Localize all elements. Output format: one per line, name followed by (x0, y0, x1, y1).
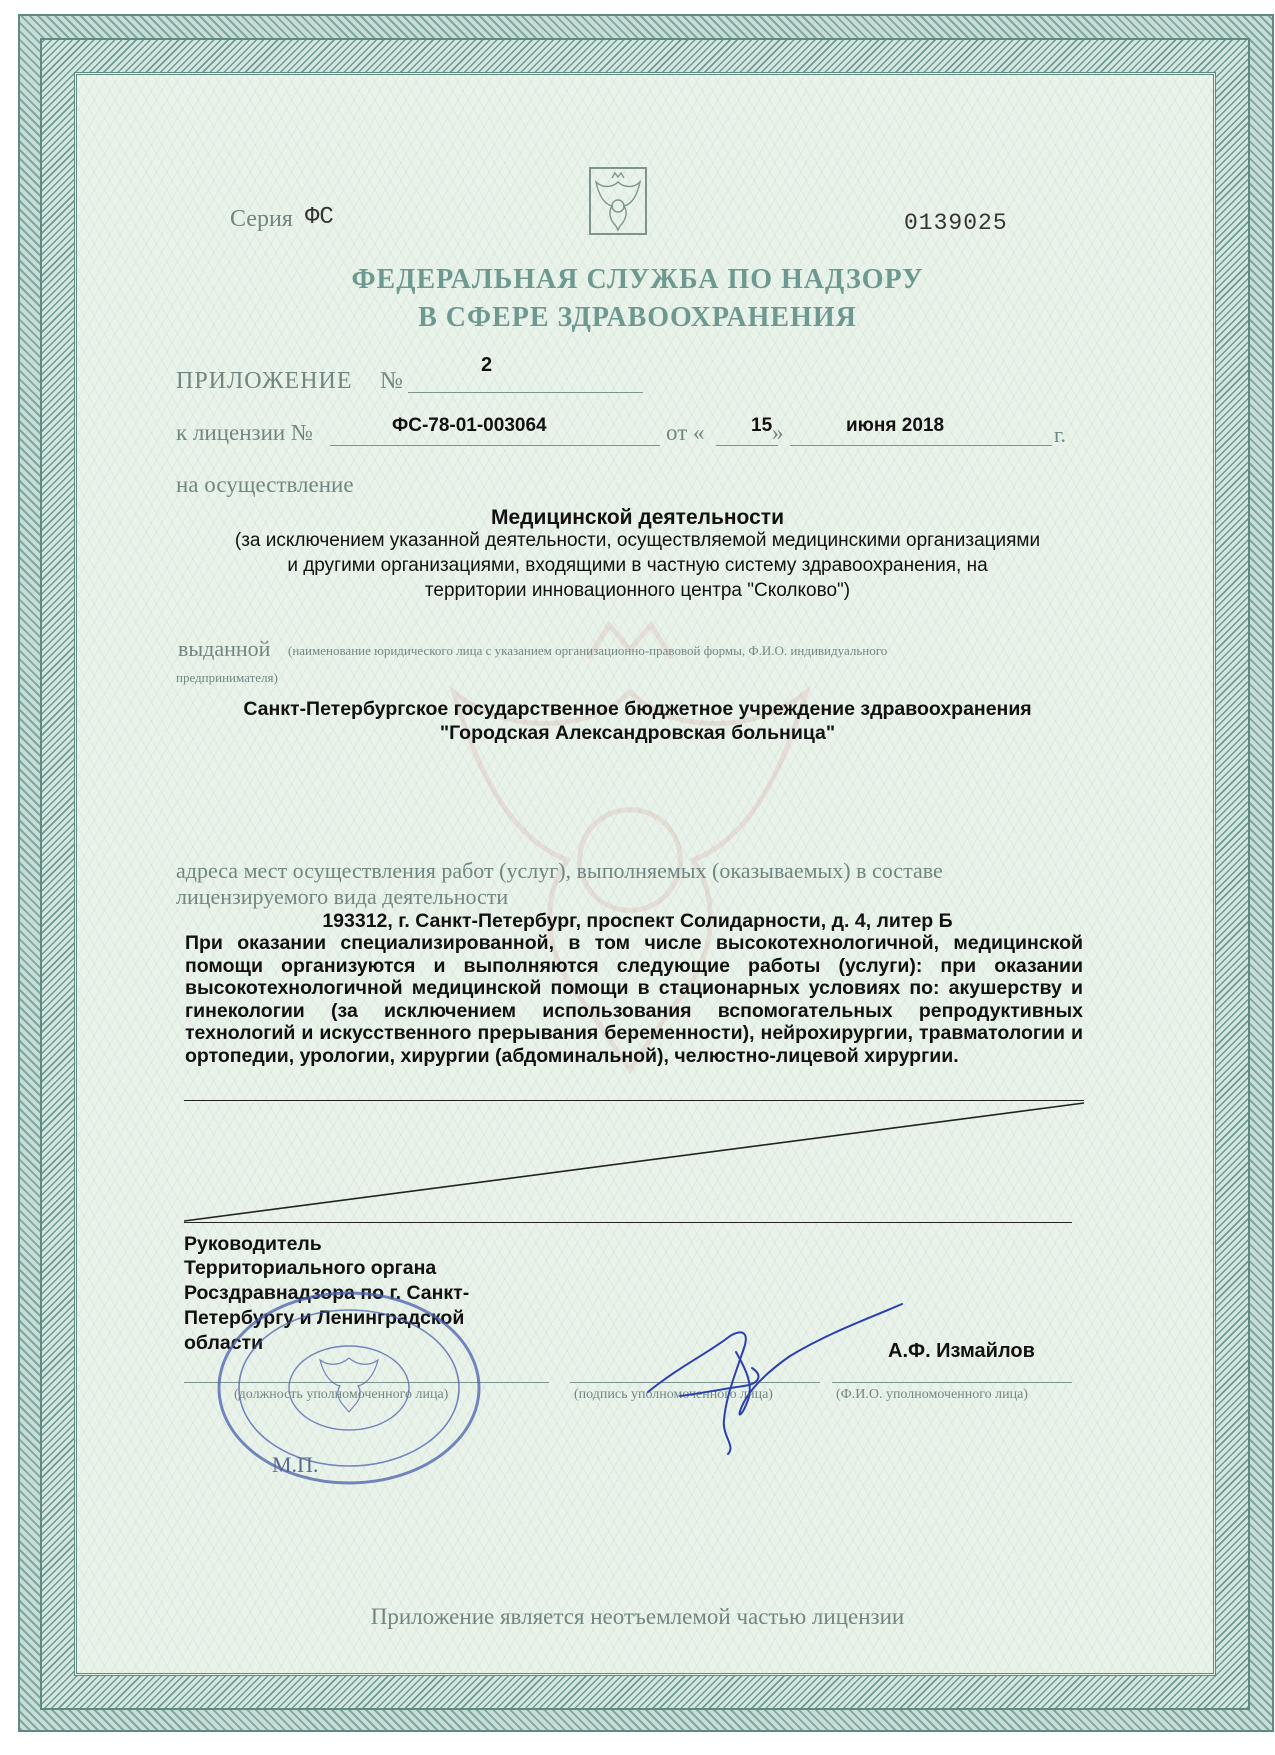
license-day: 15 (751, 415, 773, 436)
activity-detail-line1: (за исключением указанной деятельности, осуществляемой медицинскими организациями (234, 530, 1041, 551)
activity-label: на осуществление (176, 472, 354, 497)
stamp-label: М.П. (272, 1452, 319, 1477)
appendix-label: ПРИЛОЖЕНИЕ (176, 368, 353, 394)
blank-space-bottom-line (184, 1222, 1072, 1223)
coat-of-arms-icon (588, 166, 648, 236)
address-value: 193312, г. Санкт-Петербург, проспект Солидарности, д. 4, литер Б (322, 910, 953, 932)
series-value: ФС (305, 204, 334, 231)
signer-position-line2: Территориального органа (184, 1257, 437, 1279)
signer-position-line3: Росздравнадзора по г. Санкт- (184, 1282, 470, 1304)
issued-note-line1: (наименование юридического лица с указанием организационно-правовой формы, Ф.И.О. индивидуального (288, 643, 888, 658)
agency-title-line2: В СФЕРЕ ЗДРАВООХРАНЕНИЯ (418, 302, 857, 333)
position-note: (должность уполномоченного лица) (234, 1387, 449, 1402)
address-label-line2: лицензируемого вида деятельности (176, 884, 509, 909)
activity-detail-line2: и другими организациями, входящими в частную систему здравоохранения, на (287, 555, 988, 576)
issued-note-line2: предпринимателя) (176, 670, 278, 685)
activity-title: Медицинской деятельности (491, 506, 784, 529)
blank-number: 0139025 (904, 210, 1008, 236)
license-number-underline (330, 445, 660, 446)
license-from-label: от « (666, 420, 705, 445)
signer-name: А.Ф. Измайлов (888, 1340, 1035, 1362)
appendix-number: 2 (481, 354, 493, 376)
blank-space-strike-line (184, 1100, 1084, 1222)
footer-note: Приложение является неотъемлемой частью лицензии (370, 1604, 905, 1629)
license-day-close: » (772, 420, 784, 445)
services-text: При оказании специализированной, в том числе высокотехнологичной, медицинской помощи организуются и выполняются следующие работы (услуги): при оказании высокотехнологичной медицинской помощи в стационарных условиях по: акушерству и гинекологии (за исключением использования вспомогательных репродуктивных технологий и искусственного прерывания беременности), нейрохирургии, травматологии и ортопедии, урологии, хирургии (абдоминальной), челюстно-лицевой хирургии. (185, 932, 1083, 1067)
license-label: к лицензии № (176, 420, 313, 445)
agency-title-line1: ФЕДЕРАЛЬНАЯ СЛУЖБА ПО НАДЗОРУ (351, 264, 924, 295)
signer-position-line4: Петербургу и Ленинградской (184, 1307, 465, 1329)
signer-position-line5: области (184, 1332, 264, 1354)
appendix-number-underline (408, 392, 643, 393)
activity-detail-line3: территории инновационного центра "Сколково") (424, 580, 851, 601)
license-number: ФС-78-01-003064 (392, 415, 547, 436)
license-day-underline (716, 445, 778, 446)
issued-org-line2: "Городская Александровская больница" (439, 722, 836, 744)
handwritten-signature-icon (640, 1296, 910, 1456)
appendix-no-sign: № (380, 368, 403, 394)
official-round-stamp-icon (210, 1288, 488, 1488)
name-note: (Ф.И.О. уполномоченного лица) (836, 1387, 1028, 1402)
license-year-suffix: г. (1054, 422, 1067, 447)
address-label-line1: адреса мест осуществления работ (услуг), выполняемых (оказываемых) в составе (176, 858, 943, 883)
license-month-underline (790, 445, 1052, 446)
issued-org-line1: Санкт-Петербургское государственное бюджетное учреждение здравоохранения (243, 698, 1032, 720)
signer-position-line1: Руководитель (184, 1233, 322, 1255)
issued-label: выданной (178, 636, 271, 661)
signature-note: (подпись уполномоченного лица) (574, 1387, 773, 1402)
series-label: Серия (230, 206, 293, 232)
license-month-year: июня 2018 (846, 415, 945, 436)
